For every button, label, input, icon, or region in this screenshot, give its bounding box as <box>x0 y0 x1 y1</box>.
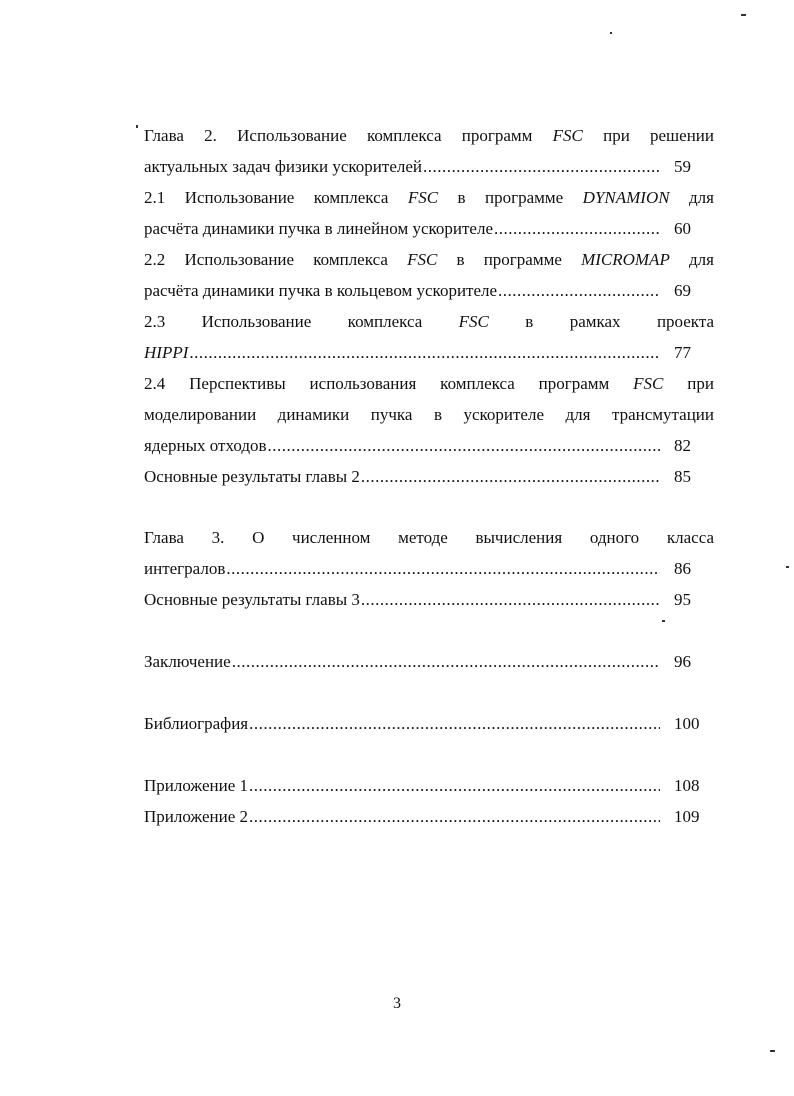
toc-entry-chapter-2-line-1 <box>144 120 714 151</box>
toc-page-number: 82 <box>674 436 691 455</box>
spacer <box>144 677 714 708</box>
toc-text-italic: FSC <box>407 188 439 207</box>
toc-page-number: 85 <box>674 467 691 486</box>
toc-entry-title: Основные результаты главы 3 <box>144 590 360 609</box>
toc-entry-2-4[interactable] <box>144 430 714 461</box>
toc-entry-chapter-3[interactable] <box>144 553 714 584</box>
toc-entry-title: Приложение 2 <box>144 807 248 826</box>
toc-page-number: 108 <box>674 776 700 795</box>
toc-entry-title: расчёта динамики пучка в линейном ускорителе <box>144 219 493 238</box>
toc-text: вычисления <box>475 528 563 547</box>
toc-text: 2.2 Использование комплекса <box>144 250 408 269</box>
toc-entry-results-chapter-2[interactable] <box>144 461 714 492</box>
scan-speck <box>741 14 746 16</box>
scan-speck <box>786 566 789 568</box>
toc-text: 2.4 Перспективы использования комплекса программ <box>144 374 634 393</box>
spacer <box>144 739 714 770</box>
toc-entry-title: Библиография <box>144 714 249 733</box>
toc-text: 2.1 Использование комплекса <box>144 188 408 207</box>
toc-page-number: 100 <box>674 714 700 733</box>
toc-text: моделировании динамики пучка в ускорителе для трансмутации <box>144 405 714 424</box>
toc-text-italic: DYNAMION <box>582 188 670 207</box>
toc-text: при <box>663 374 714 393</box>
toc-entry-appendix-2[interactable] <box>144 801 714 832</box>
toc-page-number: 59 <box>674 157 691 176</box>
toc-entry-2-3-line-1 <box>144 306 714 337</box>
toc-leader-dots <box>361 584 660 615</box>
toc-text: в программе <box>438 188 583 207</box>
toc-entry-2-1[interactable] <box>144 213 714 244</box>
toc-page-number: 69 <box>674 281 691 300</box>
toc-page-number: 60 <box>674 219 691 238</box>
toc-text: для <box>669 188 714 207</box>
toc-leader-dots <box>361 461 660 492</box>
toc-entry-2-3[interactable] <box>144 337 714 368</box>
toc-text: при решении <box>582 126 714 145</box>
toc-entry-appendix-1[interactable] <box>144 770 714 801</box>
scan-speck <box>770 1050 775 1052</box>
toc-text-italic: FSC <box>552 126 583 145</box>
toc-leader-dots <box>249 708 660 739</box>
toc-entry-2-4-line-1 <box>144 368 714 399</box>
toc-text: рамках <box>569 312 621 331</box>
scan-speck <box>136 125 138 128</box>
page-number: 3 <box>393 995 401 1012</box>
toc-text: методе <box>398 528 448 547</box>
toc-entry-title: интегралов <box>144 559 226 578</box>
scan-speck <box>610 32 612 34</box>
toc-page-number: 86 <box>674 559 691 578</box>
toc-entry-title: Основные результаты главы 2 <box>144 467 360 486</box>
toc-entry-title: ядерных отходов <box>144 436 267 455</box>
toc-text: в программе <box>437 250 582 269</box>
toc-text-italic: FSC <box>407 250 438 269</box>
toc-entry-results-chapter-3[interactable] <box>144 584 714 615</box>
toc-entry-conclusion[interactable] <box>144 646 714 677</box>
toc-leader-dots <box>226 553 660 584</box>
toc-page-number: 109 <box>674 807 700 826</box>
toc-leader-dots <box>232 646 660 677</box>
toc-entry-chapter-3-line-1 <box>144 522 714 553</box>
toc-leader-dots <box>494 213 660 244</box>
toc-entry-2-2-line-1 <box>144 244 714 275</box>
toc-text: Глава 2. Использование комплекса программ <box>144 126 553 145</box>
toc-entry-2-1-line-1 <box>144 182 714 213</box>
spacer <box>144 615 714 646</box>
toc-text: численном <box>292 528 371 547</box>
toc-entry-2-2[interactable] <box>144 275 714 306</box>
spacer <box>144 492 714 522</box>
toc-leader-dots <box>423 151 660 182</box>
toc-text: комплекса <box>347 312 423 331</box>
toc-page-number: 96 <box>674 652 691 671</box>
toc-leader-dots <box>249 801 660 832</box>
toc-entry-title: расчёта динамики пучка в кольцевом ускорителе <box>144 281 498 300</box>
table-of-contents <box>144 120 714 832</box>
toc-text: в <box>525 312 534 331</box>
toc-entry-title: Приложение 1 <box>144 776 248 795</box>
toc-entry-bibliography[interactable] <box>144 708 714 739</box>
toc-text-italic: FSC <box>458 312 489 331</box>
toc-entry-2-4-line-2 <box>144 399 714 430</box>
toc-text: одного <box>589 528 640 547</box>
toc-leader-dots <box>268 430 660 461</box>
toc-text-italic: MICROMAP <box>581 250 670 269</box>
toc-leader-dots <box>249 770 660 801</box>
toc-entry-title: HIPPI <box>144 343 189 362</box>
toc-text: 2.3 <box>144 312 166 331</box>
toc-text: для <box>669 250 714 269</box>
toc-leader-dots <box>189 337 660 368</box>
toc-entry-title: Заключение <box>144 652 231 671</box>
toc-leader-dots <box>498 275 660 306</box>
toc-entry-chapter-2[interactable] <box>144 151 714 182</box>
toc-page-number: 77 <box>674 343 691 362</box>
toc-text: класса <box>666 528 714 547</box>
scan-speck <box>662 620 665 622</box>
toc-text: проекта <box>656 312 714 331</box>
toc-text: Глава <box>144 528 184 547</box>
toc-entry-title: актуальных задач физики ускорителей <box>144 157 423 176</box>
toc-text-italic: FSC <box>633 374 664 393</box>
toc-text: 3. <box>211 528 225 547</box>
toc-text: Использование <box>201 312 312 331</box>
toc-text: О <box>252 528 265 547</box>
toc-page-number: 95 <box>674 590 691 609</box>
